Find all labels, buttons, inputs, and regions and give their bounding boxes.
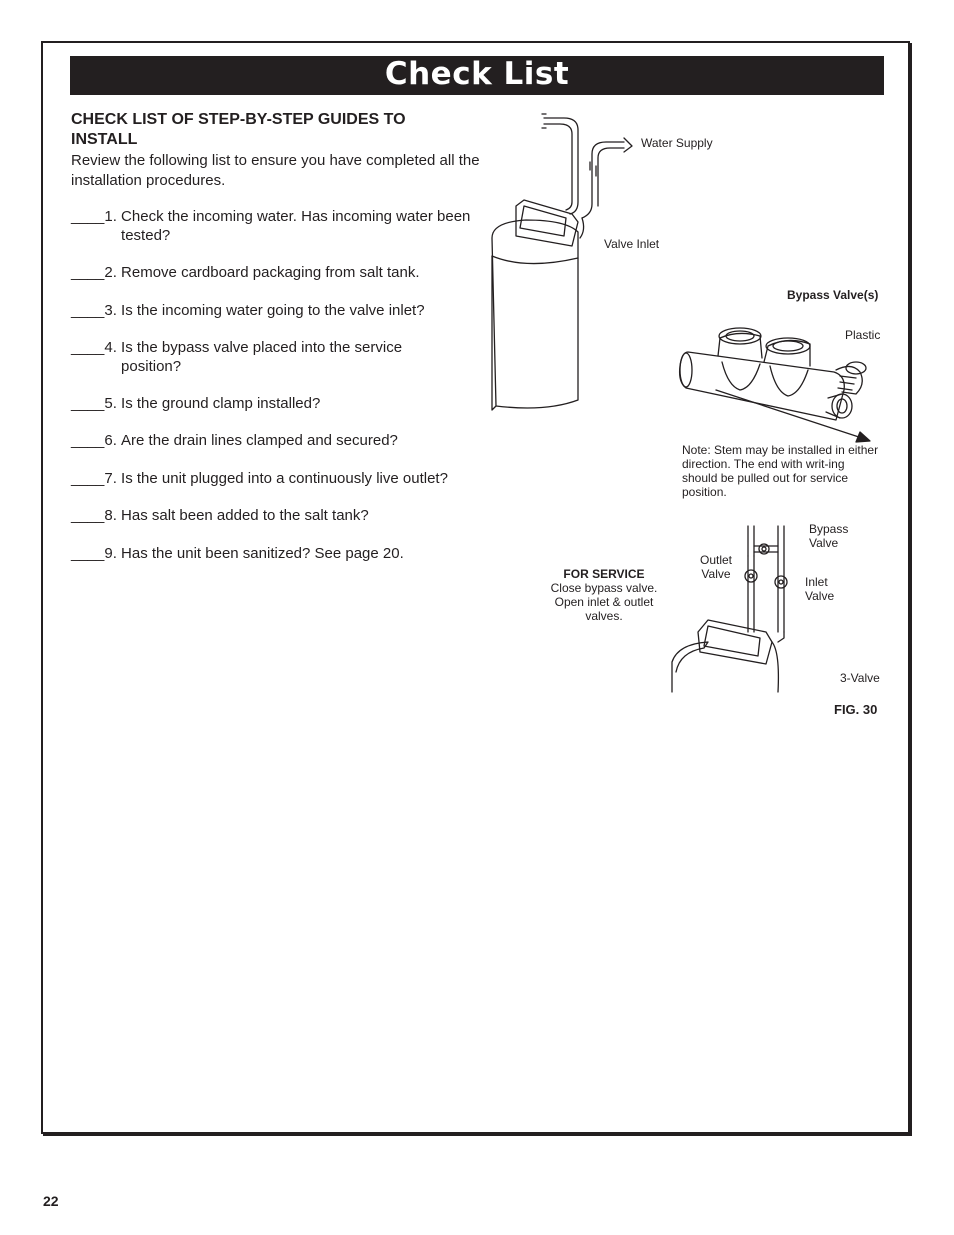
checklist-item-number: ____4. — [71, 339, 122, 356]
bypass-valve-label: Bypass Valve — [809, 522, 849, 550]
checklist-item — [71, 207, 491, 245]
checklist-item — [71, 506, 491, 525]
checklist-item-text: Is the ground clamp installed? — [121, 395, 321, 412]
checklist-item-number: ____2. — [71, 264, 122, 281]
checklist-item-text: Has salt been added to the salt tank? — [121, 507, 369, 524]
checklist-item — [71, 394, 491, 413]
checklist-item-number: ____1. — [71, 208, 122, 225]
page-number: 22 — [43, 1193, 59, 1209]
stem-note: Note: Stem may be installed in either direction. The end with writ-ing should be pulled out for service position. — [682, 443, 879, 499]
softener-illustration — [486, 110, 646, 415]
plastic-label: Plastic — [845, 328, 881, 342]
bypass-valves-title: Bypass Valve(s) — [787, 288, 879, 302]
checklist-item-number: ____7. — [71, 470, 122, 487]
checklist-item-text: Is the unit plugged into a continuously live outlet? — [121, 470, 448, 487]
checklist-item — [71, 544, 491, 563]
checklist-item-number: ____5. — [71, 395, 122, 412]
checklist-item-text: Has the unit been sanitized? See page 20. — [121, 545, 404, 562]
three-valve-label: 3-Valve — [840, 671, 880, 685]
checklist-item-text: Remove cardboard packaging from salt tank. — [121, 264, 420, 281]
checklist-item-text: Are the drain lines clamped and secured? — [121, 432, 398, 449]
valve-inlet-label: Valve Inlet — [604, 237, 660, 251]
checklist-item-text: Is the incoming water going to the valve inlet? — [121, 302, 425, 319]
section-intro: Review the following list to ensure you have completed all the installation procedures. — [71, 152, 480, 189]
checklist-item-number: ____8. — [71, 507, 122, 524]
inlet-valve-label: Inlet Valve — [805, 575, 835, 603]
checklist-item — [71, 469, 491, 488]
page-title: Check List — [384, 56, 570, 92]
outlet-valve-label: Outlet Valve — [699, 553, 732, 581]
checklist-item — [71, 338, 461, 376]
title-banner — [70, 56, 884, 95]
figure-label: FIG. 30 — [834, 702, 878, 717]
three-valve-illustration — [668, 522, 803, 694]
checklist-item-number: ____9. — [71, 545, 122, 562]
checklist-item-text: Check the incoming water. Has incoming water been tested? — [121, 208, 471, 244]
checklist-item-text: Is the bypass valve placed into the service position? — [121, 339, 403, 375]
for-service-body: Close bypass valve. Open inlet & outlet valves. — [550, 581, 658, 623]
water-supply-label: Water Supply — [641, 136, 713, 150]
for-service-callout — [544, 567, 664, 623]
checklist-item-number: ____3. — [71, 302, 122, 319]
checklist-item — [71, 431, 491, 450]
checklist-item — [71, 263, 491, 282]
for-service-title: FOR SERVICE — [563, 567, 645, 581]
checklist-item-number: ____6. — [71, 432, 122, 449]
checklist-item — [71, 301, 491, 320]
section-heading: CHECK LIST OF STEP-BY-STEP GUIDES TO INSTALL — [71, 111, 406, 148]
